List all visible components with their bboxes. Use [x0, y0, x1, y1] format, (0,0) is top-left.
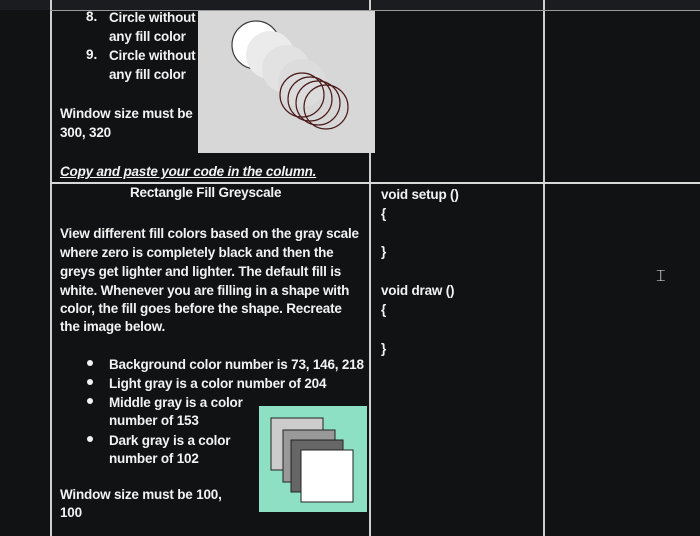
bullet-3-line1: Middle gray is a color — [109, 395, 243, 410]
code-draw-signature[interactable]: void draw () — [381, 283, 455, 298]
code-setup-open-brace[interactable]: { — [381, 206, 387, 221]
code-draw-close-brace[interactable]: } — [381, 341, 387, 356]
circles-drawing — [198, 11, 375, 153]
bullet-dot-3 — [87, 398, 93, 404]
bullet-dot-4 — [87, 436, 93, 442]
description-line-6: the image below. — [60, 319, 166, 334]
bullet-4-line2: number of 102 — [109, 451, 199, 466]
code-setup-close-brace[interactable]: } — [381, 244, 387, 259]
bullet-4-line1: Dark gray is a color — [109, 433, 231, 448]
circles-example-image — [198, 11, 375, 153]
bullet-3-line2: number of 153 — [109, 413, 199, 428]
description-line-4: white. Whenever you are filling in a shape with — [60, 283, 350, 298]
bullet-dot-2 — [87, 379, 93, 385]
description-line-3: greys get lighter and lighter. The default fill is — [60, 264, 342, 279]
section-title: Rectangle Fill Greyscale — [130, 185, 282, 200]
window-size-label-2: Window size must be 100, — [60, 487, 222, 502]
item8-line2: any fill color — [109, 29, 186, 44]
description-line-2: where zero is completely black and then the — [60, 245, 334, 260]
bullet-1-text: Background color number is 73, 146, 218 — [109, 357, 364, 372]
table-border-col2 — [543, 0, 545, 536]
bullet-2-text: Light gray is a color number of 204 — [109, 376, 327, 391]
description-line-5: color, the fill goes before the shape. Recreate — [60, 301, 342, 316]
greyscale-rectangles-drawing — [259, 406, 367, 512]
window-size-value-1: 300, 320 — [60, 125, 111, 140]
window-size-value-2: 100 — [60, 505, 82, 520]
list-number-9: 9. — [86, 47, 98, 62]
copy-paste-instruction: Copy and paste your code in the column. — [60, 164, 317, 179]
greyscale-example-image — [259, 406, 367, 512]
text-cursor-icon: ⌶ — [656, 266, 666, 285]
bullet-dot-1 — [87, 360, 93, 366]
table-border-left — [50, 0, 52, 536]
code-draw-open-brace[interactable]: { — [381, 302, 387, 317]
item9-line1: Circle without — [109, 48, 196, 63]
item8-line1: Circle without — [109, 10, 196, 25]
screen-top-bar — [0, 0, 700, 10]
list-number-8: 8. — [86, 9, 98, 24]
window-size-label-1: Window size must be — [60, 106, 193, 121]
code-setup-signature[interactable]: void setup () — [381, 187, 459, 202]
description-line-1: View different fill colors based on the gray scale — [60, 226, 359, 241]
item9-line2: any fill color — [109, 67, 186, 82]
